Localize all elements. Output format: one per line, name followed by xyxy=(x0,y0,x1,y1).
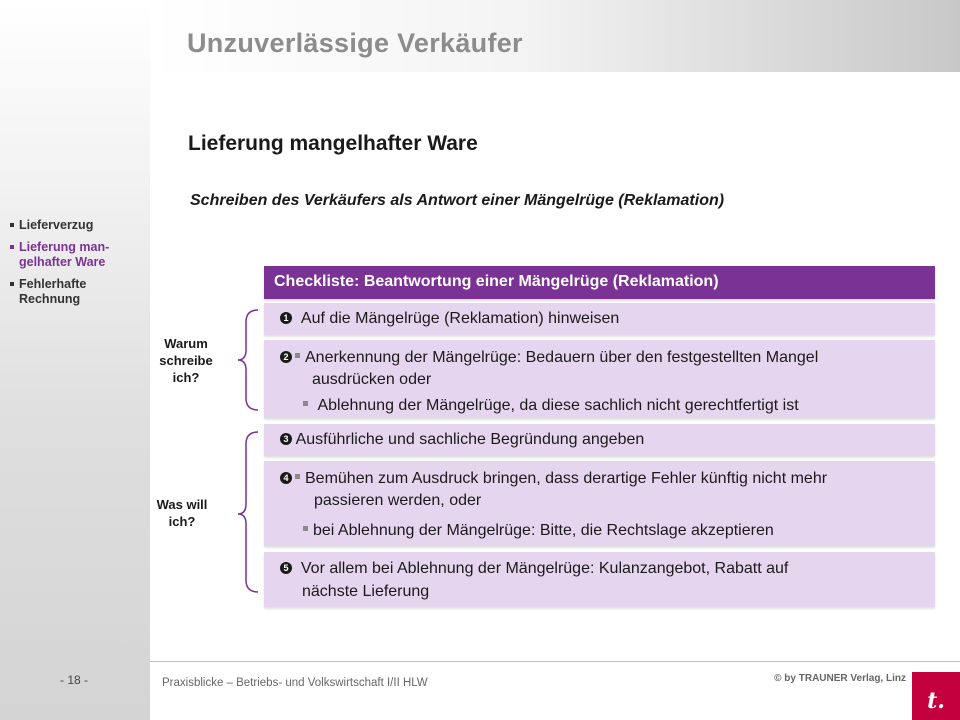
checklist-header: Checkliste: Beantwortung einer Mängelrüge (Reklamation) xyxy=(264,266,935,299)
item-text: bei Ablehnung der Mängelrüge: Bitte, die Rechtslage akzeptieren xyxy=(313,522,774,539)
item-text: Vor allem bei Ablehnung der Mängelrüge: Kulanzangebot, Rabatt auf xyxy=(300,560,789,577)
sidebar-item-fehlerhafte-rechnung[interactable] xyxy=(10,277,145,307)
sidebar-background xyxy=(0,0,150,720)
item-text: nächste Lieferung xyxy=(302,583,430,600)
number-2-icon: 2 xyxy=(280,351,292,363)
item-text: Ablehnung der Mängelrüge, da diese sachlich nicht gerechtfertigt ist xyxy=(317,397,799,414)
section-title: Lieferung mangelhafter Ware xyxy=(188,132,478,155)
bracket-label-warum: Warum schreibe ich? xyxy=(159,336,213,385)
trauner-logo: t. xyxy=(912,672,960,720)
item-text: Bemühen zum Ausdruck bringen, dass derartige Fehler künftig nicht mehr xyxy=(305,470,828,487)
sidebar-item-label: Lieferung man- xyxy=(19,240,110,254)
sidebar-item-label: gelhafter Ware xyxy=(19,255,106,269)
bullet-square-icon xyxy=(303,526,308,531)
checklist-item-4 xyxy=(264,461,935,546)
checklist-item-2 xyxy=(264,340,935,418)
bullet-square-icon xyxy=(295,353,300,358)
footer-divider xyxy=(150,661,960,662)
sidebar-nav xyxy=(10,218,145,314)
subtitle: Schreiben des Verkäufers als Antwort einer Mängelrüge (Reklamation) xyxy=(190,192,725,209)
slide-title: Unzuverlässige Verkäufer xyxy=(187,28,523,58)
brace-icon-was-will-ich xyxy=(234,430,264,594)
item-text: ausdrücken oder xyxy=(312,371,432,388)
item-text: Ausführliche und sachliche Begründung angeben xyxy=(295,431,645,448)
sidebar-item-label: Fehlerhafte xyxy=(19,277,87,291)
footer-text: Praxisblicke – Betriebs- und Volkswirtschaft I/II HLW xyxy=(162,677,428,689)
item-text: Anerkennung der Mängelrüge: Bedauern über den festgestellten Mangel xyxy=(305,349,819,366)
bullet-square-icon xyxy=(295,474,300,479)
sidebar-item-lieferverzug[interactable] xyxy=(10,218,145,233)
brace-icon-warum xyxy=(234,308,264,412)
checklist-item-3 xyxy=(264,424,935,456)
sidebar-item-label: Lieferverzug xyxy=(19,218,94,232)
bullet-square-icon xyxy=(303,401,308,406)
sidebar-item-label: Rechnung xyxy=(19,292,81,306)
number-5-icon: 5 xyxy=(280,562,292,574)
page-number: - 18 - xyxy=(60,673,89,687)
number-1-icon: 1 xyxy=(280,312,292,324)
item-text: Auf die Mängelrüge (Reklamation) hinweisen xyxy=(300,310,620,327)
item-text: passieren werden, oder xyxy=(314,492,482,509)
sidebar-item-lieferung-mangelhafter-ware[interactable] xyxy=(10,240,145,270)
number-3-icon: 3 xyxy=(280,433,292,445)
number-4-icon: 4 xyxy=(280,472,292,484)
checklist-item-5 xyxy=(264,552,935,607)
checklist-item-1 xyxy=(264,303,935,335)
bracket-label-was-will-ich: Was will ich? xyxy=(156,497,208,529)
copyright: © by TRAUNER Verlag, Linz xyxy=(774,673,906,684)
